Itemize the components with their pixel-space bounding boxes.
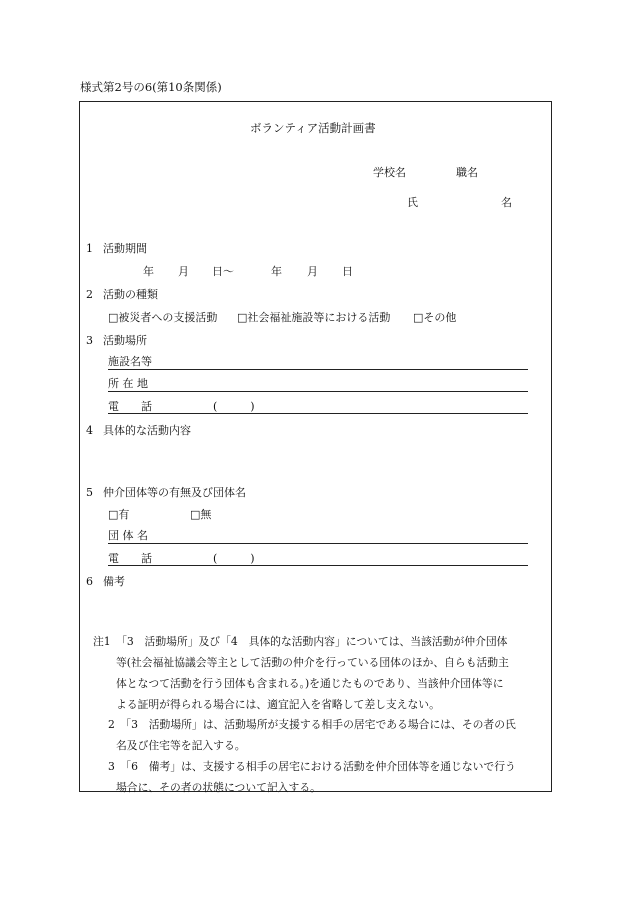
name-label-first: 氏 [407, 196, 418, 209]
section-1-title: 活動期間 [103, 242, 147, 255]
facility-name-line[interactable] [108, 369, 528, 370]
school-name-label: 学校名 [373, 166, 406, 179]
type-option-welfare-facility[interactable]: □社会福祉施設等における活動 [237, 311, 391, 324]
place-phone-paren: ( ) [213, 400, 255, 413]
note-3-line-1: 3 「6 備考」は、支援する相手の居宅における活動を仲介団体等を通じないで行う [108, 760, 516, 773]
section-4-number: 4 [86, 424, 93, 437]
section-3-title: 活動場所 [103, 334, 147, 347]
org-phone-paren: ( ) [213, 552, 255, 565]
org-phone-line[interactable] [108, 565, 528, 566]
section-1-number: 1 [86, 242, 93, 255]
section-6-title: 備考 [103, 575, 125, 588]
org-phone-label: 電 話 [108, 552, 152, 565]
note-3-line-2: 場合に、その者の状態について記入する。 [116, 781, 321, 794]
note-1-line-1: 注1 「3 活動場所」及び「4 具体的な活動内容」については、当該活動が仲介団体 [93, 635, 508, 648]
address-label: 所 在 地 [108, 377, 148, 390]
section-3-number: 3 [86, 334, 93, 347]
type-option-disaster-relief[interactable]: □被災者への支援活動 [108, 311, 218, 324]
period-to-month: 月 [307, 265, 318, 278]
section-6-number: 6 [86, 575, 93, 588]
note-1-line-2: 等(社会福祉協議会等主として活動の仲介を行っている団体のほか、自らも活動主 [116, 656, 509, 669]
place-phone-label: 電 話 [108, 400, 152, 413]
name-label-second: 名 [501, 196, 512, 209]
intermediary-yes-option[interactable]: □有 [108, 508, 130, 521]
organization-name-label: 団 体 名 [108, 529, 148, 542]
note-1-line-4: よる証明が得られる場合には、適宜記入を省略して差し支えない。 [116, 698, 440, 711]
form-number: 様式第2号の6(第10条関係) [80, 80, 222, 94]
note-2-line-2: 名及び住宅等を記入する。 [116, 739, 246, 752]
intermediary-no-option[interactable]: □無 [190, 508, 212, 521]
section-4-title: 具体的な活動内容 [103, 424, 191, 437]
section-2-number: 2 [86, 288, 93, 301]
period-from-day: 日〜 [212, 265, 234, 278]
facility-name-label: 施設名等 [108, 355, 152, 368]
address-line[interactable] [108, 391, 528, 392]
note-1-line-3: 体となつて活動を行う団体も含まれる。)を通じたものであり、当該仲介団体等に [116, 677, 504, 690]
section-5-number: 5 [86, 486, 93, 499]
position-label: 職名 [456, 166, 478, 179]
period-from-year: 年 [143, 265, 154, 278]
section-5-title: 仲介団体等の有無及び団体名 [103, 486, 246, 499]
form-title: ボランティア活動計画書 [250, 121, 376, 135]
period-to-day: 日 [342, 265, 353, 278]
section-2-title: 活動の種類 [103, 288, 158, 301]
period-from-month: 月 [178, 265, 189, 278]
period-to-year: 年 [271, 265, 282, 278]
organization-name-line[interactable] [108, 543, 528, 544]
note-2-line-1: 2 「3 活動場所」は、活動場所が支援する相手の居宅である場合には、その者の氏 [108, 718, 516, 731]
type-option-other[interactable]: □その他 [413, 311, 457, 324]
place-phone-line[interactable] [108, 413, 528, 414]
